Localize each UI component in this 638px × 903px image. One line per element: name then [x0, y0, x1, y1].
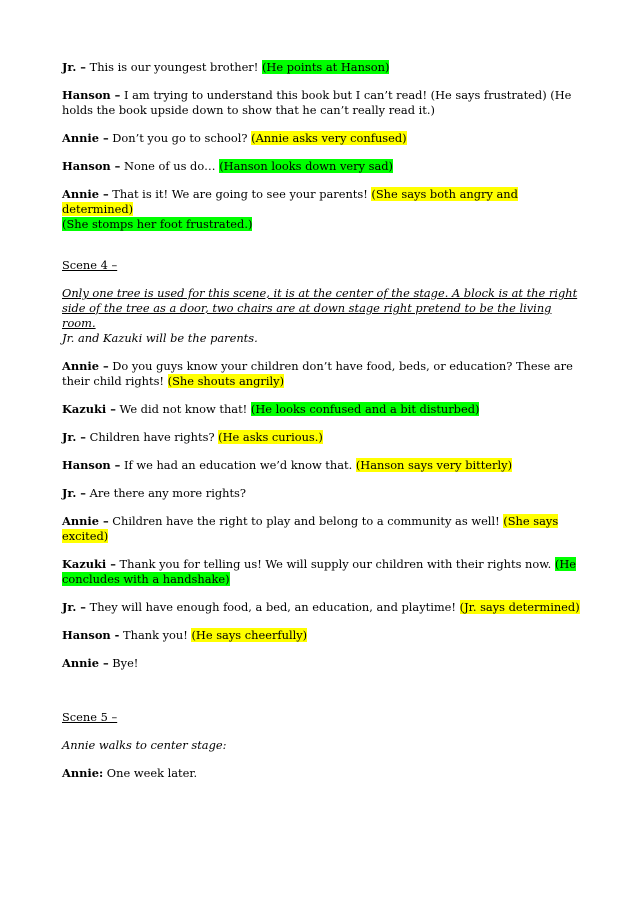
dialogue-text: One week later.: [103, 766, 198, 780]
dialogue-text: Do you guys know your children don’t have food, beds, or education? These are their child rights!: [62, 359, 573, 388]
dialogue-line: [62, 628, 582, 643]
dialogue-text: If we had an education we’d know that.: [120, 458, 356, 472]
stage-note-highlight: (She says excited): [62, 514, 559, 543]
stage-note-highlight: (Hanson looks down very sad): [219, 159, 393, 173]
speaker-name: Hanson –: [62, 88, 121, 102]
dialogue-line: [62, 486, 582, 501]
stage-note-highlight: (She stomps her foot frustrated.): [62, 217, 253, 231]
stage-note-highlight: (He asks curious.): [218, 430, 323, 444]
dialogue-line: [62, 159, 582, 174]
dialogue-text: They will have enough food, a bed, an education, and playtime!: [85, 600, 460, 614]
stage-note-highlight: (Annie asks very confused): [251, 131, 407, 145]
stage-note-highlight: (Jr. says determined): [459, 600, 580, 614]
speaker-name: Annie –: [62, 656, 109, 670]
dialogue-text: Bye!: [108, 656, 139, 670]
speaker-name: Annie –: [62, 514, 109, 528]
stage-note-highlight: (She says both angry and determined): [62, 187, 518, 216]
dialogue-line: [62, 430, 582, 445]
speaker-name: Jr. –: [62, 600, 86, 614]
stage-note-highlight: (He says cheerfully): [191, 628, 308, 642]
script-page: [62, 60, 582, 781]
dialogue-line: [62, 600, 582, 615]
stage-note-highlight: (He points at Hanson): [261, 60, 390, 74]
stage-note-highlight: (She shouts angrily): [167, 374, 285, 388]
dialogue-text: We did not know that!: [115, 402, 251, 416]
speaker-name: Annie –: [62, 359, 109, 373]
stage-note-highlight: (He concludes with a handshake): [62, 557, 576, 586]
speaker-name: Annie:: [62, 766, 104, 780]
stage-direction-underlined: Only one tree is used for this scene, it is at the center of the stage. A block is at the right side of the tree as a door, two chairs are at down stage right pretend to be the living room.: [62, 286, 578, 330]
dialogue-text: Children have rights?: [85, 430, 219, 444]
speaker-name: Annie –: [62, 187, 109, 201]
speaker-name: Jr. –: [62, 430, 86, 444]
speaker-name: Hanson -: [62, 628, 120, 642]
dialogue-line: [62, 514, 582, 544]
dialogue-text: Thank you for telling us! We will supply our children with their rights now.: [115, 557, 555, 571]
dialogue-line: [62, 88, 582, 118]
stage-note-highlight: (He looks confused and a bit disturbed): [250, 402, 480, 416]
dialogue-line: [62, 458, 582, 473]
dialogue-line: [62, 402, 582, 417]
speaker-name: Jr. –: [62, 60, 86, 74]
speaker-name: Kazuki –: [62, 402, 116, 416]
stage-note-highlight: (Hanson says very bitterly): [355, 458, 513, 472]
speaker-name: Hanson –: [62, 159, 121, 173]
speaker-name: Hanson –: [62, 458, 121, 472]
speaker-name: Annie –: [62, 131, 109, 145]
dialogue-line: [62, 131, 582, 146]
dialogue-line: [62, 359, 582, 389]
scene-heading: Scene 4 –: [62, 258, 118, 272]
dialogue-line: [62, 557, 582, 587]
dialogue-text: That is it! We are going to see your parents!: [108, 187, 372, 201]
dialogue-text: This is our youngest brother!: [85, 60, 262, 74]
dialogue-text: None of us do…: [120, 159, 220, 173]
dialogue-text: I am trying to understand this book but I can’t read! (He says frustrated) (He holds the book upside down to show that he can’t really read it.): [62, 88, 572, 117]
dialogue-text: Children have the right to play and belong to a community as well!: [108, 514, 504, 528]
dialogue-line: [62, 60, 582, 75]
dialogue-text: Are there any more rights?: [85, 486, 246, 500]
speaker-name: Jr. –: [62, 486, 86, 500]
speaker-name: Kazuki –: [62, 557, 116, 571]
dialogue-text: Don’t you go to school?: [108, 131, 252, 145]
dialogue-line: [62, 766, 582, 781]
dialogue-text: Thank you!: [119, 628, 192, 642]
scene-heading: Scene 5 –: [62, 710, 118, 724]
stage-direction-plain: Jr. and Kazuki will be the parents.: [62, 331, 258, 345]
stage-direction: [62, 286, 582, 346]
dialogue-line: [62, 656, 582, 671]
dialogue-line: [62, 187, 582, 232]
stage-direction: Annie walks to center stage:: [62, 738, 227, 752]
